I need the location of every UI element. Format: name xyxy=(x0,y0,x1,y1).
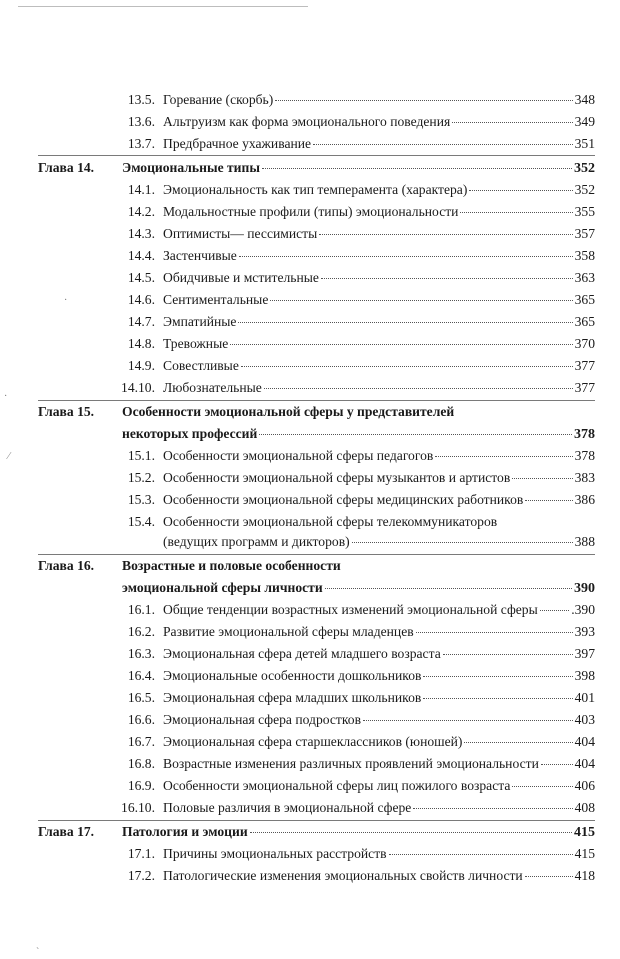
entry-title: Сентиментальные xyxy=(163,292,269,307)
entry-page: 383 xyxy=(574,470,595,485)
toc-entry xyxy=(100,90,595,110)
entry-number: 14.8. xyxy=(127,336,155,351)
dot-leader xyxy=(270,300,572,301)
entry-title: Застенчивые xyxy=(163,248,237,263)
entry-number: 17.2. xyxy=(127,868,155,883)
chapter-page: 415 xyxy=(574,825,595,840)
entry-title: Половые различия в эмоциональной сфере xyxy=(163,800,412,815)
toc-entry xyxy=(100,180,595,200)
toc-entry xyxy=(100,224,595,244)
entry-number: 15.2. xyxy=(127,470,155,485)
entry-page: 370 xyxy=(574,336,595,351)
entry-title: Обидчивые и мстительные xyxy=(163,270,319,285)
toc-entry xyxy=(100,732,595,752)
entry-page: 363 xyxy=(574,270,595,285)
chapter-heading xyxy=(38,556,595,576)
entry-number: 14.3. xyxy=(127,226,155,241)
entry-title: Оптимисты— пессимисты xyxy=(163,226,318,241)
dot-leader xyxy=(469,190,572,191)
chapter-page: 390 xyxy=(574,581,595,596)
chapter-label: Глава 17. xyxy=(38,824,95,839)
scan-speck: ` xyxy=(36,947,40,958)
entry-page: 355 xyxy=(574,204,595,219)
entry-number: 14.4. xyxy=(127,248,155,263)
dot-leader xyxy=(352,542,573,543)
dot-leader xyxy=(512,478,572,479)
toc-entry xyxy=(100,776,595,796)
chapter-label: Глава 15. xyxy=(38,404,95,419)
entry-title-line2: (ведущих программ и дикторов) xyxy=(163,534,350,549)
toc-entry xyxy=(100,468,595,488)
chapter-title: Эмоциональные типы xyxy=(122,160,260,175)
entry-number: 15.1. xyxy=(127,448,155,463)
entry-title: Модальностные профили (типы) эмоциональности xyxy=(163,204,459,219)
dot-leader xyxy=(230,344,572,345)
dot-leader xyxy=(512,786,572,787)
entry-number: 16.5. xyxy=(127,690,155,705)
entry-title: Эмоциональная сфера младших школьников xyxy=(163,690,422,705)
dot-leader xyxy=(525,876,573,877)
entry-page: 388 xyxy=(574,534,595,549)
toc-entry xyxy=(100,688,595,708)
chapter-title: Возрастные и половые особенности xyxy=(122,558,341,573)
entry-page: 365 xyxy=(574,314,595,329)
dot-leader xyxy=(413,808,572,809)
entry-number: 14.7. xyxy=(127,314,155,329)
dot-leader xyxy=(525,500,572,501)
dot-leader xyxy=(541,764,573,765)
entry-page: 386 xyxy=(574,492,595,507)
entry-page: 406 xyxy=(574,778,595,793)
toc-entry xyxy=(100,134,595,154)
entry-title: Эмпатийные xyxy=(163,314,237,329)
chapter-heading xyxy=(38,158,595,178)
chapter-title: Патология и эмоции xyxy=(122,824,248,839)
entry-page: 357 xyxy=(574,226,595,241)
entry-title: Горевание (скорбь) xyxy=(163,92,274,107)
toc-entry xyxy=(100,290,595,310)
entry-page: 377 xyxy=(574,358,595,373)
toc-entry xyxy=(100,356,595,376)
toc-entry xyxy=(100,666,595,686)
chapter-heading xyxy=(38,402,595,422)
entry-number: 13.6. xyxy=(127,114,155,129)
dot-leader xyxy=(452,122,572,123)
chapter-separator xyxy=(38,155,595,156)
entry-page: 418 xyxy=(574,868,595,883)
entry-title: Любознательные xyxy=(163,380,262,395)
chapter-separator xyxy=(38,820,595,821)
entry-number: 15.3. xyxy=(127,492,155,507)
entry-number: 14.5. xyxy=(127,270,155,285)
dot-leader xyxy=(250,832,572,833)
entry-number: 13.7. xyxy=(127,136,155,151)
entry-number: 17.1. xyxy=(127,846,155,861)
chapter-title: Особенности эмоциональной сферы у представителей xyxy=(122,404,455,419)
chapter-title-line2: некоторых профессий xyxy=(122,426,258,441)
toc-entry xyxy=(100,268,595,288)
toc-entry xyxy=(100,246,595,266)
chapter-page: 352 xyxy=(574,161,595,176)
entry-page: 398 xyxy=(574,668,595,683)
chapter-label: Глава 16. xyxy=(38,558,95,573)
chapter-heading-continued xyxy=(122,578,595,598)
toc-entry xyxy=(100,490,595,510)
entry-number: 16.9. xyxy=(127,778,155,793)
dot-leader xyxy=(325,588,572,589)
chapter-heading-continued xyxy=(122,424,595,444)
dot-leader xyxy=(443,654,573,655)
entry-title: Особенности эмоциональной сферы музыкантов и артистов xyxy=(163,470,511,485)
dot-leader xyxy=(319,234,572,235)
chapter-label: Глава 14. xyxy=(38,160,95,175)
entry-title: Причины эмоциональных расстройств xyxy=(163,846,387,861)
dot-leader xyxy=(464,742,572,743)
entry-number: 16.6. xyxy=(127,712,155,727)
entry-number: 15.4. xyxy=(127,514,155,529)
dot-leader xyxy=(435,456,572,457)
toc-entry xyxy=(100,754,595,774)
entry-title: Тревожные xyxy=(163,336,229,351)
dot-leader xyxy=(423,698,572,699)
toc-entry xyxy=(100,844,595,864)
toc-entry xyxy=(100,202,595,222)
dot-leader xyxy=(262,168,572,169)
entry-title: Патологические изменения эмоциональных свойств личности xyxy=(163,868,523,883)
dot-leader xyxy=(389,854,573,855)
entry-title: Эмоциональная сфера подростков xyxy=(163,712,361,727)
chapter-title-line2: эмоциональной сферы личности xyxy=(122,580,323,595)
entry-title: Общие тенденции возрастных изменений эмоциональной сферы xyxy=(163,602,538,617)
dot-leader xyxy=(275,100,572,101)
toc-entry xyxy=(100,312,595,332)
dot-leader xyxy=(363,720,573,721)
entry-title: Особенности эмоциональной сферы педагогов xyxy=(163,448,434,463)
chapter-heading xyxy=(38,822,595,842)
entry-title: Возрастные изменения различных проявлений эмоциональности xyxy=(163,756,539,771)
toc-entry-continued xyxy=(163,532,595,552)
scan-speck: · xyxy=(64,295,68,306)
entry-page: 408 xyxy=(574,800,595,815)
entry-page: 404 xyxy=(574,734,595,749)
chapter-page: 378 xyxy=(574,427,595,442)
toc-entry xyxy=(100,446,595,466)
entry-page: 351 xyxy=(574,136,595,151)
chapter-separator xyxy=(38,400,595,401)
entry-page: 365 xyxy=(574,292,595,307)
entry-number: 14.9. xyxy=(127,358,155,373)
entry-number: 16.4. xyxy=(127,668,155,683)
toc-entry xyxy=(100,622,595,642)
dot-leader xyxy=(259,434,572,435)
entry-title: Альтруизм как форма эмоционального поведения xyxy=(163,114,451,129)
toc-entry xyxy=(100,798,595,818)
entry-title: Эмоциональная сфера детей младшего возраста xyxy=(163,646,441,661)
entry-title: Эмоциональные особенности дошкольников xyxy=(163,668,422,683)
chapter-separator xyxy=(38,554,595,555)
entry-number: 14.1. xyxy=(127,182,155,197)
entry-number: 14.10. xyxy=(121,380,155,395)
toc-entry xyxy=(100,112,595,132)
entry-number: 16.1. xyxy=(127,602,155,617)
toc-entry xyxy=(100,378,595,398)
dot-leader xyxy=(241,366,573,367)
entry-page: 415 xyxy=(574,846,595,861)
entry-page: 404 xyxy=(574,756,595,771)
toc-entry xyxy=(100,710,595,730)
toc-entry xyxy=(100,644,595,664)
dot-leader xyxy=(321,278,573,279)
entry-page: 352 xyxy=(574,182,595,197)
scan-speck: ⁄ xyxy=(8,451,10,462)
entry-page: 403 xyxy=(574,712,595,727)
toc-entry xyxy=(100,866,595,886)
toc-entry xyxy=(100,334,595,354)
entry-page: 349 xyxy=(574,114,595,129)
entry-page: 401 xyxy=(574,690,595,705)
toc-entry xyxy=(100,512,595,532)
entry-page: 393 xyxy=(574,624,595,639)
entry-page: 348 xyxy=(574,92,595,107)
dot-leader xyxy=(238,322,572,323)
entry-title: Развитие эмоциональной сферы младенцев xyxy=(163,624,414,639)
entry-page: 378 xyxy=(574,448,595,463)
entry-number: 13.5. xyxy=(127,92,155,107)
entry-title: Эмоциональная сфера старшеклассников (юношей) xyxy=(163,734,463,749)
dot-leader xyxy=(313,144,573,145)
entry-number: 16.8. xyxy=(127,756,155,771)
dot-leader xyxy=(416,632,573,633)
entry-number: 16.10. xyxy=(121,800,155,815)
dot-leader xyxy=(423,676,572,677)
entry-page: 358 xyxy=(574,248,595,263)
entry-title: Особенности эмоциональной сферы телекоммуникаторов xyxy=(163,514,498,529)
dot-leader xyxy=(540,610,569,611)
entry-number: 14.6. xyxy=(127,292,155,307)
entry-page: 397 xyxy=(574,646,595,661)
entry-number: 16.3. xyxy=(127,646,155,661)
dot-leader xyxy=(264,388,573,389)
entry-number: 16.2. xyxy=(127,624,155,639)
toc-entry xyxy=(100,600,595,620)
entry-page: .390 xyxy=(571,602,595,617)
entry-number: 16.7. xyxy=(127,734,155,749)
entry-number: 14.2. xyxy=(127,204,155,219)
entry-title: Эмоциональность как тип темперамента (характера) xyxy=(163,182,468,197)
entry-page: 377 xyxy=(574,380,595,395)
scan-speck: · xyxy=(4,391,8,402)
dot-leader xyxy=(239,256,573,257)
entry-title: Совестливые xyxy=(163,358,239,373)
entry-title: Особенности эмоциональной сферы медицинских работников xyxy=(163,492,524,507)
entry-title: Особенности эмоциональной сферы лиц пожилого возраста xyxy=(163,778,511,793)
entry-title: Предбрачное ухаживание xyxy=(163,136,312,151)
dot-leader xyxy=(460,212,572,213)
